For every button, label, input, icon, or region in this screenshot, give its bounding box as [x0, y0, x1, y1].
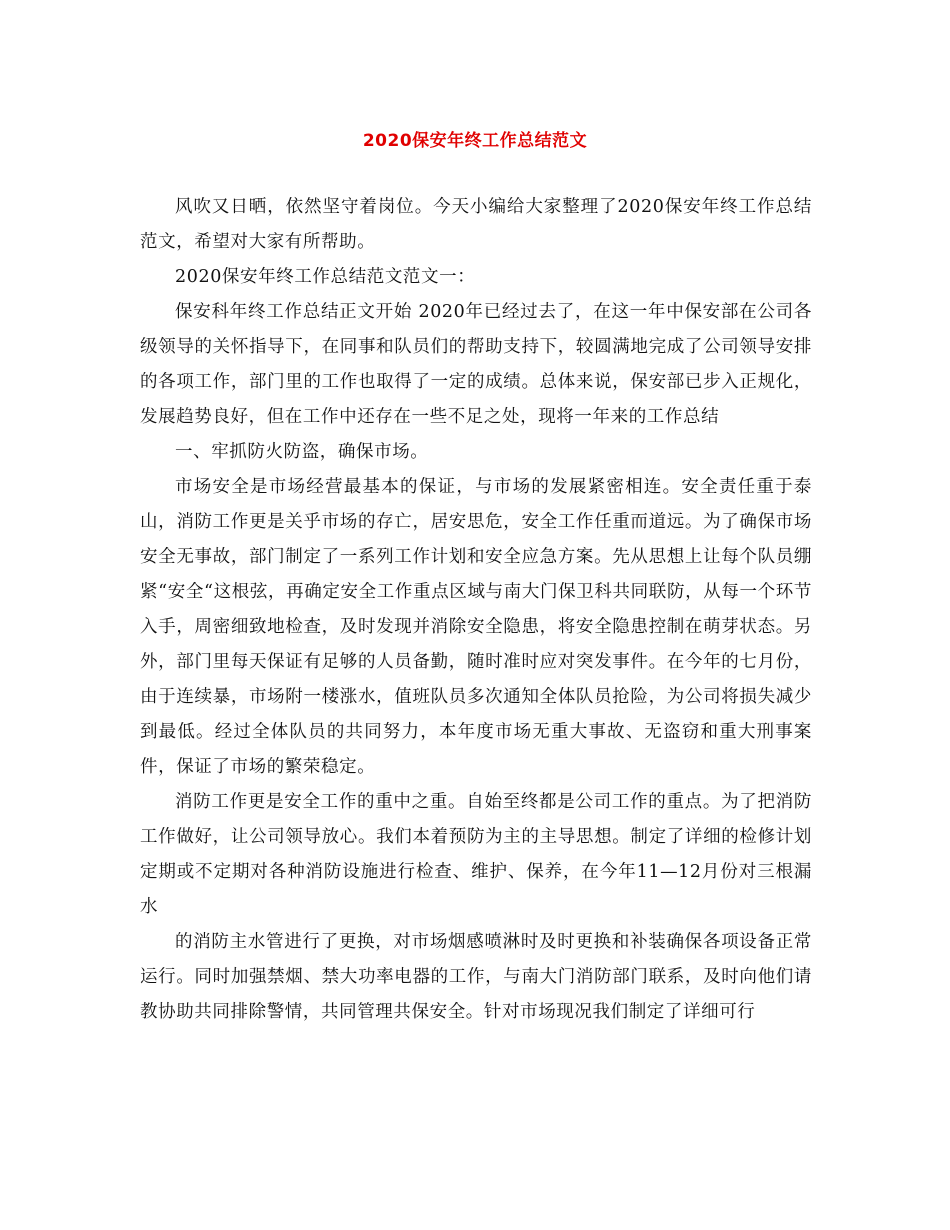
document-title: 2020保安年终工作总结范文 — [362, 131, 588, 151]
paragraph-heading-fire-theft: 一、牢抓防火防盗，确保市场。 — [175, 442, 429, 462]
paragraph-market-safety: 市场安全是市场经营最基本的保证，与市场的发展紧密相连。安全责任重于泰山，消防工作更是关乎市场的存亡，居安思危，安全工作任重而道远。为了确保市场安全无事故，部门制定了一系列工作计划和安全应急方案。先从思想上让每个队员绷紧“安全“这根弦，再确定安全工作重点区域与南大门保卫科共同联防，从每一个环节入手，周密细致地检查，及时发现并消除安全隐患，将安全隐患控制在萌芽状态。另外，部门里每天保证有足够的人员备勤，随时准时应对突发事件。在今年的七月份，由于连续暴，市场附一楼涨水，值班队员多次通知全体队员抢险，为公司将损失减少到最低。经过全体队员的共同努力，本年度市场无重大事故、无盗窃和重大刑事案件，保证了市场的繁荣稳定。 — [140, 477, 812, 777]
paragraph-section-heading: 2020保安年终工作总结范文范文一： — [175, 267, 476, 287]
paragraph-fire-work: 消防工作更是安全工作的重中之重。自始至终都是公司工作的重点。为了把消防工作做好，让公司领导放心。我们本着预防为主的主导思想。制定了详细的检修计划定期或不定期对各种消防设施进行检查、维护、保养，在今年11—12月份对三根漏水 — [140, 792, 812, 917]
document-body — [140, 190, 812, 1030]
paragraph-intro: 风吹又日晒，依然坚守着岗位。今天小编给大家整理了2020保安年终工作总结范文，希望对大家有所帮助。 — [140, 197, 812, 252]
paragraph-fire-pipes: 的消防主水管进行了更换，对市场烟感喷淋时及时更换和补装确保各项设备正常运行。同时加强禁烟、禁大功率电器的工作，与南大门消防部门联系，及时向他们请教协助共同排除警情，共同管理共保安全。针对市场现况我们制定了详细可行 — [140, 932, 812, 1022]
paragraph-summary-opening: 保安科年终工作总结正文开始 2020年已经过去了，在这一年中保安部在公司各级领导的关怀指导下，在同事和队员们的帮助支持下，较圆满地完成了公司领导安排的各项工作，部门里的工作也取得了一定的成绩。总体来说，保安部已步入正规化，发展趋势良好，但在工作中还存在一些不足之处，现将一年来的工作总结 — [140, 302, 812, 427]
